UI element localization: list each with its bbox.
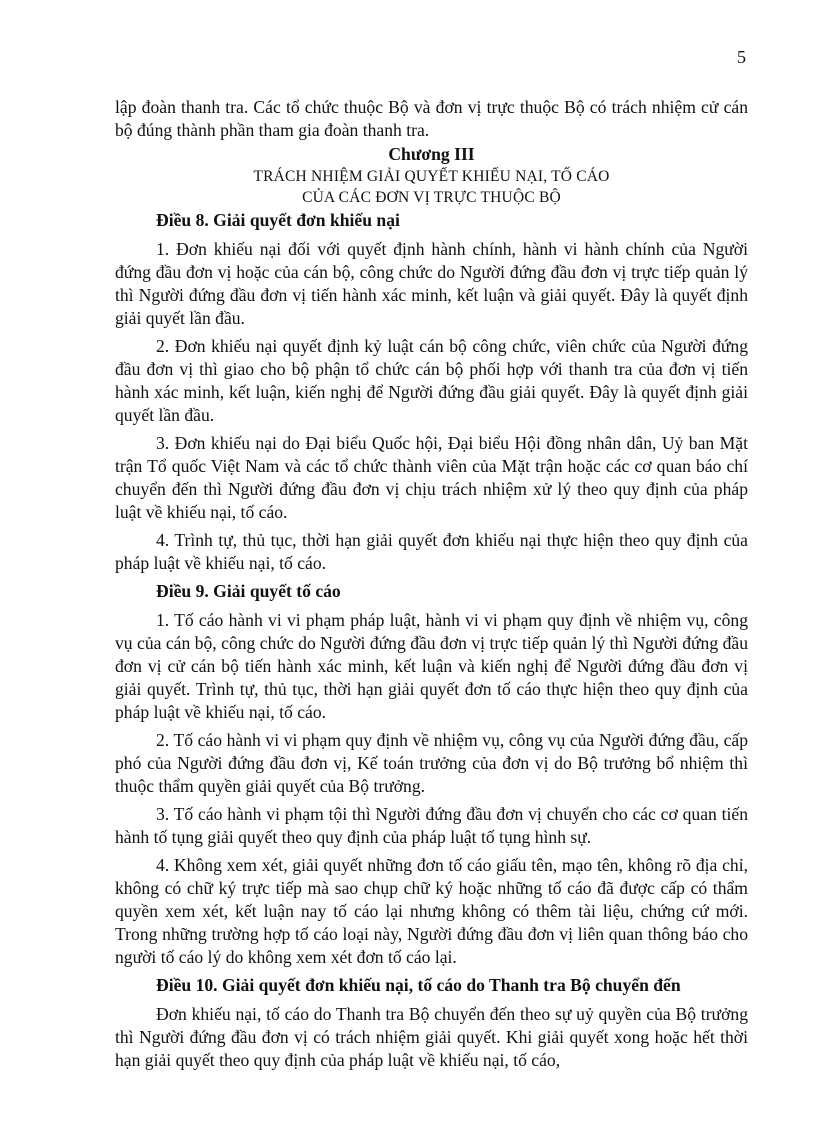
article-9-clause-4: 4. Không xem xét, giải quyết những đơn tố cáo giấu tên, mạo tên, không rõ địa chỉ, không có chữ ký trực tiếp mà sao chụp chữ ký hoặc những tố cáo đã được cấp có thẩm quyền xem xét, kết luận nay tố cáo lại nhưng không có thêm tài liệu, chứng cứ mới. Trong những trường hợp tố cáo loại này, Người đứng đầu đơn vị liên quan thông báo cho người tố cáo lý do không xem xét đơn tố cáo lại.: [115, 855, 748, 967]
article-9-clause-1: 1. Tố cáo hành vi vi phạm pháp luật, hành vi vi phạm quy định về nhiệm vụ, công vụ của cán bộ, công chức do Người đứng đầu đơn vị trực tiếp quản lý thì Người đứng đầu đơn vị cử cán bộ tiến hành xác minh, kết luận và kiến nghị để Người đứng đầu đơn vị giải quyết. Trình tự, thủ tục, thời hạn giải quyết đơn tố cáo thực hiện theo quy định của pháp luật về khiếu nại, tố cáo.: [115, 610, 748, 722]
article-8-clause-3: 3. Đơn khiếu nại do Đại biểu Quốc hội, Đại biểu Hội đồng nhân dân, Uỷ ban Mặt trận Tổ quốc Việt Nam và các tổ chức thành viên của Mặt trận hoặc các cơ quan báo chí chuyển đến thì Người đứng đầu đơn vị chịu trách nhiệm xử lý theo quy định của pháp luật về khiếu nại, tố cáo.: [115, 433, 748, 522]
article-9-clause-3: 3. Tố cáo hành vi phạm tội thì Người đứng đầu đơn vị chuyển cho các cơ quan tiến hành tố tụng giải quyết theo quy định của pháp luật tố tụng hình sự.: [115, 804, 748, 847]
article-10-heading: Điều 10. Giải quyết đơn khiếu nại, tố cáo do Thanh tra Bộ chuyển đến: [156, 975, 681, 995]
chapter-header: [115, 143, 748, 208]
article-10-paragraph-1: Đơn khiếu nại, tố cáo do Thanh tra Bộ chuyển đến theo sự uỷ quyền của Bộ trưởng thì Người đứng đầu đơn vị có trách nhiệm giải quyết. Khi giải quyết xong hoặc hết thời hạn giải quyết theo quy định của pháp luật về khiếu nại, tố cáo,: [115, 1004, 748, 1070]
document-body: [115, 96, 748, 1077]
article-9-heading: Điều 9. Giải quyết tố cáo: [156, 581, 341, 601]
article-8-clause-1: 1. Đơn khiếu nại đối với quyết định hành chính, hành vi hành chính của Người đứng đầu đơn vị hoặc của cán bộ, công chức do Người đứng đầu đơn vị trực tiếp quản lý thì Người đứng đầu đơn vị tiến hành xác minh, kết luận và giải quyết. Đây là quyết định giải quyết lần đầu.: [115, 239, 748, 328]
chapter-subtitle-line1: TRÁCH NHIỆM GIẢI QUYẾT KHIẾU NẠI, TỐ CÁO: [253, 168, 610, 185]
chapter-title: Chương III: [388, 144, 475, 164]
article-8-clause-2: 2. Đơn khiếu nại quyết định kỷ luật cán bộ công chức, viên chức của Người đứng đầu đơn vị thì giao cho bộ phận tổ chức cán bộ phối hợp với thanh tra của đơn vị tiến hành xác minh, kết luận, kiến nghị để Người đứng đầu giải quyết. Đây là quyết định giải quyết lần đầu.: [115, 336, 748, 425]
intro-paragraph: lập đoàn thanh tra. Các tổ chức thuộc Bộ và đơn vị trực thuộc Bộ có trách nhiệm cử cán bộ đúng thành phần tham gia đoàn thanh tra.: [115, 97, 748, 140]
chapter-subtitle-line2: CỦA CÁC ĐƠN VỊ TRỰC THUỘC BỘ: [302, 189, 561, 206]
page-number: 5: [737, 47, 746, 67]
article-9-clause-2: 2. Tố cáo hành vi vi phạm quy định về nhiệm vụ, công vụ của Người đứng đầu, cấp phó của Người đứng đầu đơn vị, Kế toán trưởng của đơn vị do Bộ trưởng bổ nhiệm thì thuộc thẩm quyền giải quyết của Bộ trưởng.: [115, 730, 748, 796]
article-8-clause-4: 4. Trình tự, thủ tục, thời hạn giải quyết đơn khiếu nại thực hiện theo quy định của pháp luật về khiếu nại, tố cáo.: [115, 530, 748, 573]
article-8-heading: Điều 8. Giải quyết đơn khiếu nại: [156, 210, 400, 230]
